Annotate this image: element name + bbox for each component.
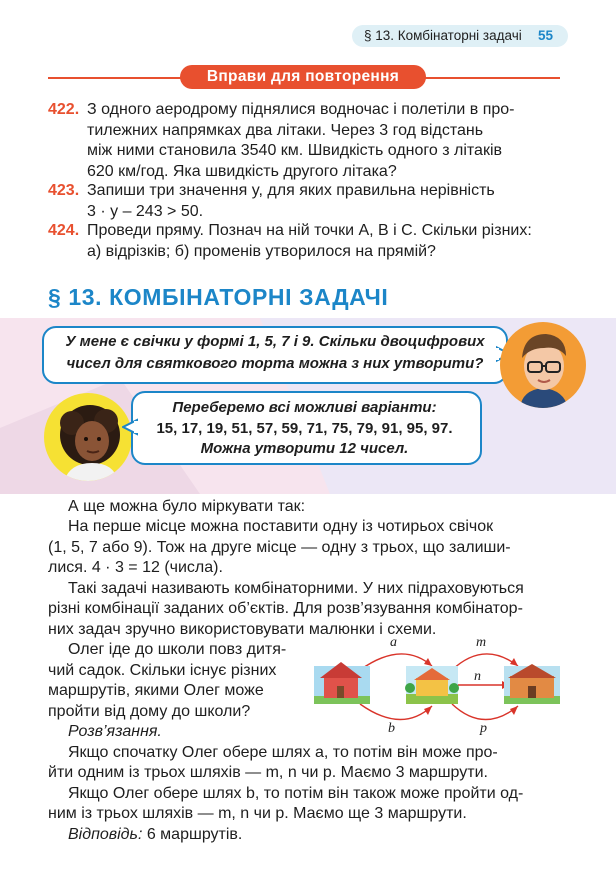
exercise-line: а) відрізків; б) променів утворилося на прямій? [87,243,436,260]
page-number: 55 [538,28,554,43]
body-line: А ще можна було міркувати так: [68,498,306,515]
body-line: Якщо спочатку Олег обере шлях a, то потім він може про- [68,744,498,761]
route-label-p: p [480,721,487,736]
body-line: (1, 5, 7 або 9). Тож на друге місце — одну з трьох, що залиши- [48,539,511,556]
body-line: різні комбінації заданих об’єктів. Для розв’язування комбінатор- [48,600,523,617]
answer-line [68,825,242,846]
problem-line: маршрутів, якими Олег може [48,682,264,699]
boy-avatar [500,322,586,408]
exercise-number: 422. [48,101,80,118]
body-line: На перше місце можна поставити одну із чотирьох свічок [68,518,494,535]
boy-speech-line: чисел для святкового торта можна з них утворити? [66,355,484,372]
boy-face-icon [500,322,586,408]
body-line: лися. 4 · 3 = 12 (числа). [48,559,223,576]
girl-speech-line: Можна утворити 12 чисел. [200,440,409,457]
route-label-b: b [388,721,395,736]
exercise-line: 3 · y – 243 > 50. [87,203,204,220]
review-banner: Вправи для повторення [180,65,426,89]
solution-label: Розв’язання. [68,723,162,740]
exercise-number: 423. [48,182,80,199]
body-line: них задач зручно використовувати малюнки і схеми. [48,621,437,638]
exercise-line: тилежних напрямках два літаки. Через 3 год відстань [87,122,484,139]
girl-speech-line: Переберемо всі можливі варіанти: [172,399,437,416]
route-label-m: m [476,635,487,650]
answer-text: 6 маршрутів. [142,826,243,843]
problem-line: чий садок. Скільки існує різних [48,662,277,679]
house-icon [314,662,370,704]
problem-line: Олег іде до школи повз дитя- [68,641,287,658]
exercise-line: З одного аеродрому піднялися водночас і полетіли в про- [87,101,515,118]
kindergarten-icon [405,666,459,704]
body-line: ним із трьох шляхів — m, n чи p. Маємо ще 3 маршрути. [48,805,467,822]
body-line: йти одним із трьох шляхів — m, n чи p. Маємо 3 маршрути. [48,764,488,781]
girl-face-icon [44,393,132,481]
girl-speech-line: 15, 17, 19, 51, 57, 59, 71, 75, 79, 91, 95, 97. [156,420,453,437]
body-line: Такі задачі називають комбінаторними. У них підраховуються [68,580,524,597]
exercise-number: 424. [48,222,80,239]
exercise-line: 620 км/год. Яка швидкість другого літака? [87,163,397,180]
exercise-line: між ними становила 3540 км. Швидкість одного з літаків [87,142,503,159]
exercise-line: Проведи пряму. Познач на ній точки A, B і C. Скільки різних: [87,222,532,239]
body-line: Якщо Олег обере шлях b, то потім він також може пройти од- [68,785,524,802]
answer-label: Відповідь: [68,826,143,843]
route-label-a: a [390,635,397,650]
exercise-line: Запиши три значення y, для яких правильна нерівність [87,182,495,199]
school-icon [504,664,560,704]
girl-avatar [44,393,132,481]
route-label-n: n [474,669,481,684]
problem-line: пройти від дому до школи? [48,703,251,720]
boy-speech-line: У мене є свічки у формі 1, 5, 7 і 9. Скільки двоцифрових [65,333,485,350]
section-heading: § 13. КОМБІНАТОРНІ ЗАДАЧІ [48,284,389,310]
route-diagram [312,630,562,740]
header-section-title: § 13. Комбінаторні задачі [364,28,522,43]
